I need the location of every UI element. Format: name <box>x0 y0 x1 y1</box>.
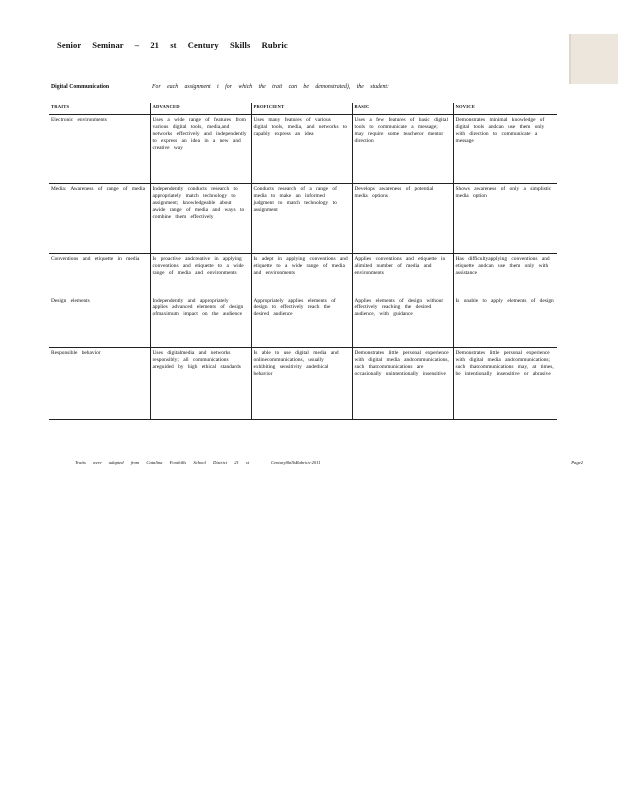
novice-cell: Demonstrates minimal knowledge of digital tools andcan use them only with direction to communicate a message <box>453 115 557 184</box>
table-row <box>49 296 557 348</box>
table-row <box>49 348 557 420</box>
footer-source: Traits were adapted from Catalina Foothills School District 21 st <box>75 460 249 465</box>
basic-cell: Uses a few features of basic digital tools to communicate a message; may require some teacheror mentor direction <box>352 115 453 184</box>
trait-cell: Responsible behavior <box>49 348 150 420</box>
basic-cell: Applies conventions and etiquette in alimited number of media and environments <box>352 254 453 296</box>
rubric-table <box>49 103 557 420</box>
advanced-cell: Independently conducts research to appropriately match technology to assignment; knowledgeable about awide range of media and ways to combine them effectively <box>150 184 251 254</box>
novice-cell: Is unable to apply elements of design <box>453 296 557 348</box>
trait-cell: Media: Awareness of range of media <box>49 184 150 254</box>
footer-document-name: CenturySkillsRubrics-2011 <box>271 460 321 465</box>
proficient-cell: Uses many features of various digital tools, media, and networks to capably express an idea <box>251 115 352 184</box>
column-header-advanced: ADVANCED <box>150 103 251 115</box>
column-header-traits: TRAITS <box>49 103 150 115</box>
corner-decoration <box>569 34 618 84</box>
basic-cell: Develops awareness of potential media options <box>352 184 453 254</box>
proficient-cell: Is able to use digital media and onlinecommunications, usually exhibiting sensitivity andethical behavior <box>251 348 352 420</box>
table-header-row <box>49 103 557 115</box>
footer-page-number: Page2 <box>571 460 583 465</box>
page-title: Senior Seminar – 21 st Century Skills Rubric <box>57 40 288 50</box>
column-header-basic: BASIC <box>352 103 453 115</box>
trait-cell: Conventions and etiquette in media <box>51 256 140 262</box>
novice-cell: Shows awareness of only a simplistic media option <box>453 184 557 254</box>
proficient-cell: Conducts research of a range of media to make an informed judgment to match technology to assignment <box>251 184 352 254</box>
novice-cell: Has difficultyapplying conventions and etiquette andcan use them only with assistance <box>453 254 557 296</box>
table-row <box>49 115 557 184</box>
advanced-cell: Is proactive andcreative in applying conventions and etiquette to a wide range of media and environments <box>150 254 251 296</box>
section-title: Digital Communication <box>51 84 110 90</box>
table-row <box>49 254 557 296</box>
table-row <box>49 184 557 254</box>
section-instructions: For each assignment t for which the trait can be demonstrated), the student: <box>152 84 389 90</box>
basic-cell: Demonstrates little personal experience with digital media andcommunications, such thatcommunications are occasionally unintentionally insensitive <box>352 348 453 420</box>
advanced-cell: Uses a wide range of features from various digital tools, media,and networks effectively and independently to express an idea in a new and creative way <box>150 115 251 184</box>
section-header <box>51 82 556 94</box>
trait-cell: Electronic environments <box>49 115 150 184</box>
column-header-novice: NOVICE <box>453 103 557 115</box>
novice-cell: Demonstrates little personal experience with digital media andcommunications; such thatcommunications may, at times, be intentionally insensitive or abrasive <box>453 348 557 420</box>
page-footer <box>75 460 583 470</box>
advanced-cell: Uses digitalmedia and networks responsibly; all communications areguided by high ethical standards <box>150 348 251 420</box>
column-header-proficient: PROFICIENT <box>251 103 352 115</box>
proficient-cell: Is adept in applying conventions and etiquette to a wide range of media and environments <box>251 254 352 296</box>
proficient-cell: Appropriately applies elements of design to effectively reach the desired audience <box>251 296 352 348</box>
advanced-cell: Independently and appropriately applies advanced elements of design ofmaximum impact on the audience <box>150 296 251 348</box>
basic-cell: Applies elements of design without effectively reaching the desired audience, with guidance <box>352 296 453 348</box>
trait-cell: Design elements <box>49 296 150 348</box>
